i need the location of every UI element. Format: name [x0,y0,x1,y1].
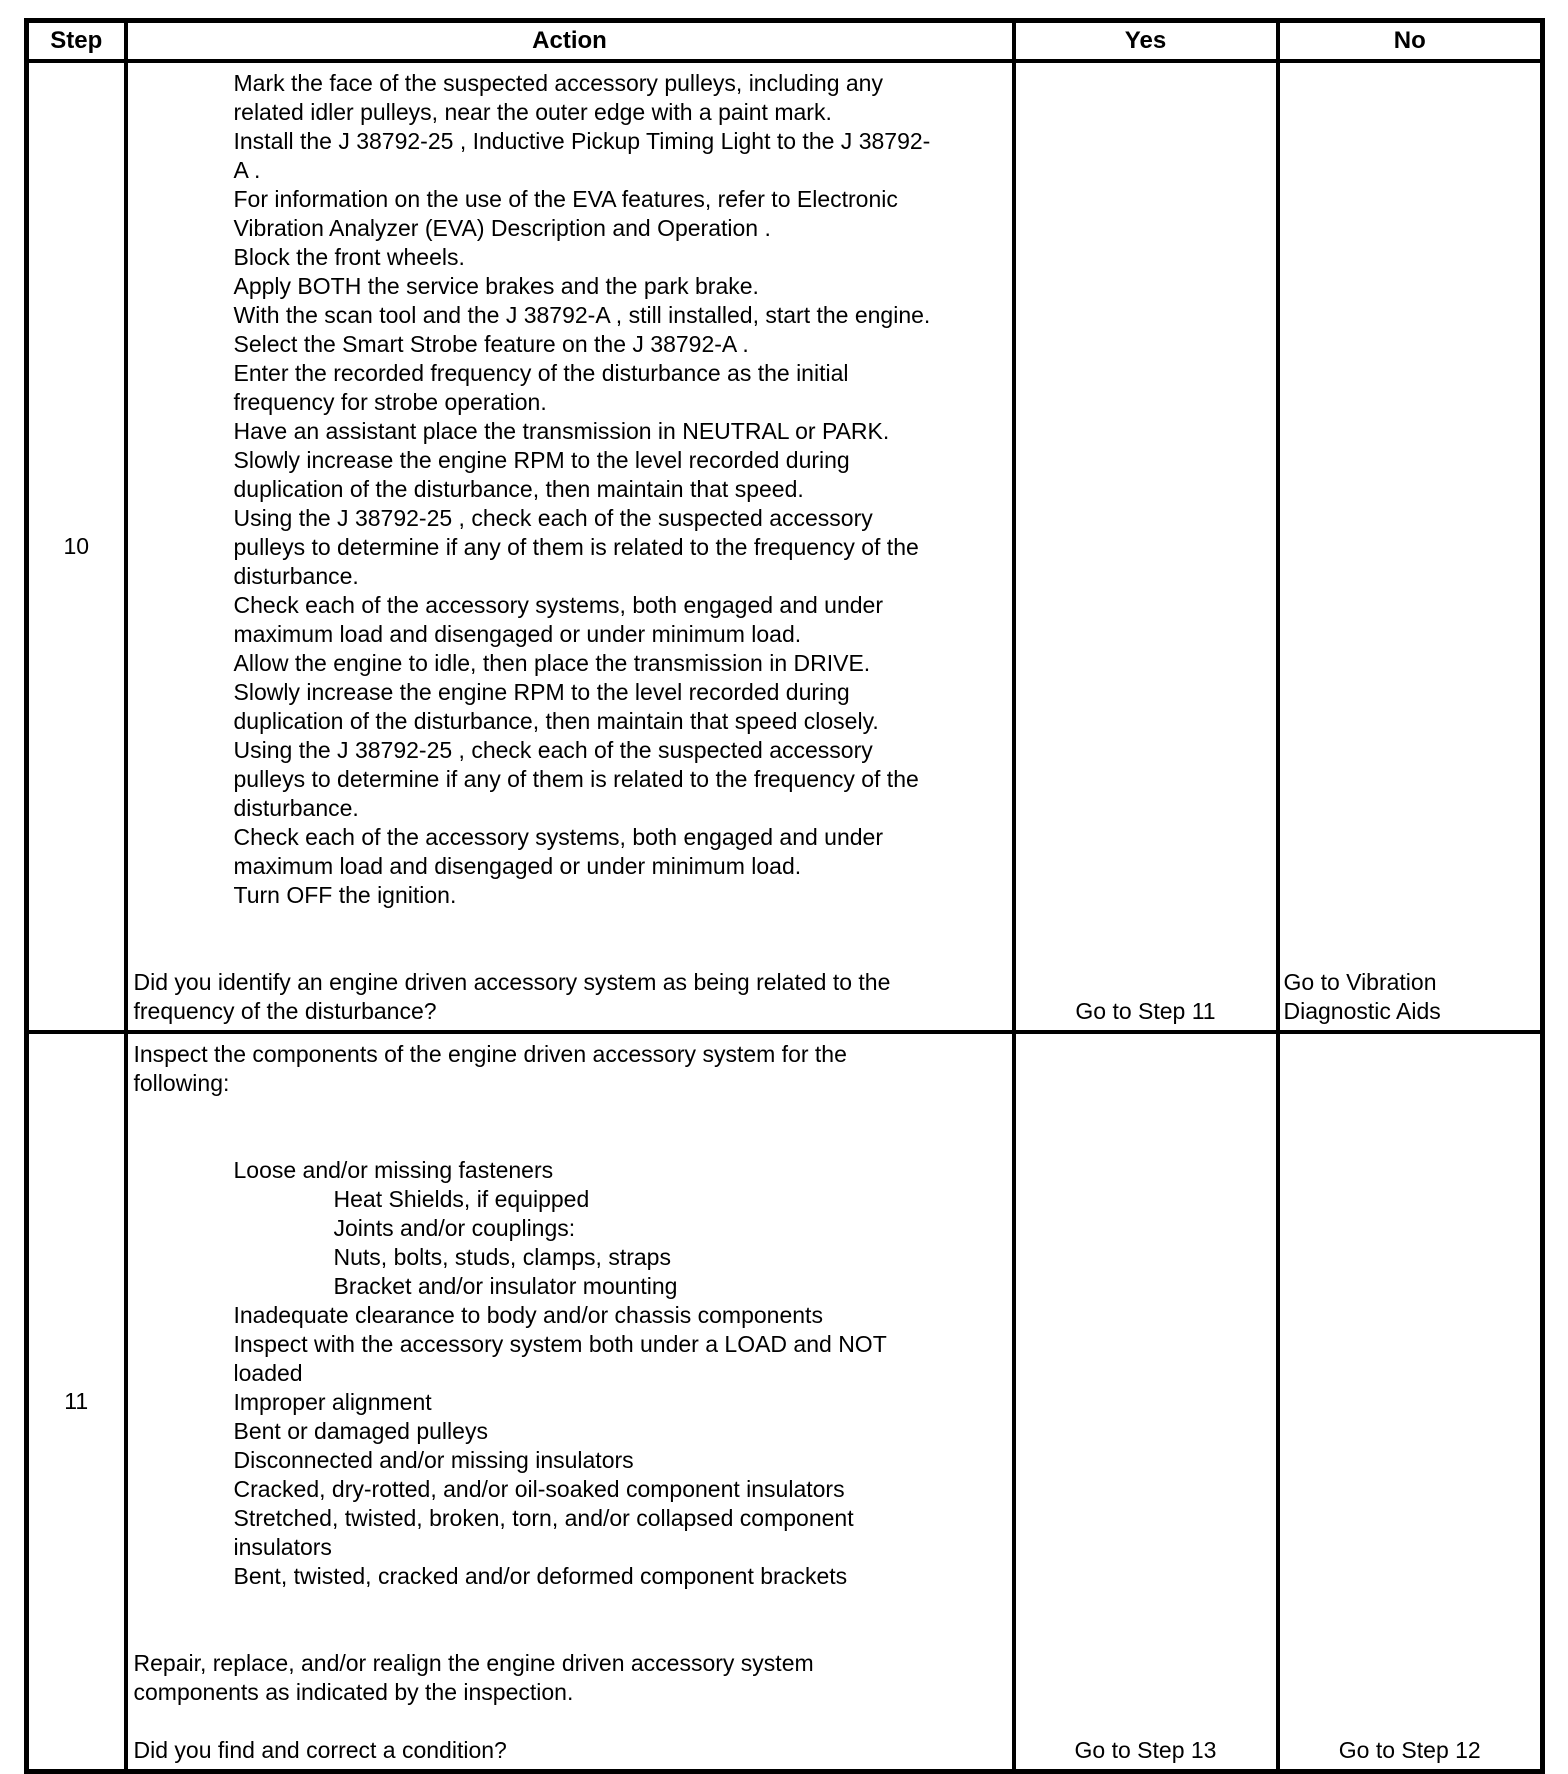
header-yes: Yes [1014,21,1278,62]
action-line: Install the J 38792-25 , Inductive Pickup Timing Light to the J 38792- [233,128,931,154]
inspection-list-continued [134,1301,1006,1591]
inspection-item: Stretched, twisted, broken, torn, and/or collapsed component [233,1505,854,1531]
inspection-subitem: Nuts, bolts, studs, clamps, straps [333,1244,671,1270]
inspection-subitem: Joints and/or couplings: [333,1215,576,1241]
action-line: related idler pulleys, near the outer edge with a paint mark. [233,99,832,125]
action-line: Slowly increase the engine RPM to the level recorded during [233,447,850,473]
inspection-item: Disconnected and/or missing insulators [233,1447,634,1473]
inspection-item: Improper alignment [233,1389,432,1415]
inspection-sublist [134,1185,1006,1301]
action-line: duplication of the disturbance, then maintain that speed closely. [233,708,879,734]
table-row-step-10 [27,61,1543,1032]
action-line: Enter the recorded frequency of the disturbance as the initial [233,360,849,386]
action-line: Turn OFF the ignition. [233,882,457,908]
inspection-subitem: Heat Shields, if equipped [333,1186,590,1212]
action-line: Select the Smart Strobe feature on the J 38792-A . [233,331,749,357]
action-line: Slowly increase the engine RPM to the level recorded during [233,679,850,705]
diagnostic-table [24,18,1545,1774]
action-line: Allow the engine to idle, then place the transmission in DRIVE. [233,650,871,676]
inspection-list [134,1156,1006,1185]
action-line: disturbance. [233,795,359,821]
no-result-line: Diagnostic Aids [1283,998,1441,1024]
header-no: No [1278,21,1543,62]
action-line: Have an assistant place the transmission in NEUTRAL or PARK. [233,418,890,444]
action-line: duplication of the disturbance, then maintain that speed. [233,476,804,502]
question-text [134,968,1006,1026]
yes-result: Go to Step 11 [1014,61,1278,1032]
no-result: Go to Step 12 [1278,1032,1543,1772]
inspection-item: insulators [233,1534,332,1560]
no-result [1278,61,1543,1032]
inspection-item: Cracked, dry-rotted, and/or oil-soaked component insulators [233,1476,845,1502]
inspection-subitem: Bracket and/or insulator mounting [333,1273,678,1299]
step-number: 11 [27,1032,126,1772]
no-result-line: Go to Vibration [1283,969,1437,995]
action-steps-list [134,69,1006,910]
intro-line: Inspect the components of the engine driven accessory system for the [133,1041,847,1067]
action-line: maximum load and disengaged or under minimum load. [233,853,802,879]
action-cell [126,61,1014,1032]
header-action: Action [126,21,1014,62]
repair-line: components as indicated by the inspection. [133,1679,574,1705]
action-line: Using the J 38792-25 , check each of the suspected accessory [233,505,873,531]
repair-line: Repair, replace, and/or realign the engine driven accessory system [133,1650,814,1676]
action-line: pulleys to determine if any of them is related to the frequency of the [233,534,919,560]
action-line: Block the front wheels. [233,244,465,270]
inspection-item: Inadequate clearance to body and/or chassis components [233,1302,823,1328]
question-text [134,1736,1006,1765]
intro-line: following: [133,1070,230,1096]
action-line: For information on the use of the EVA features, refer to Electronic [233,186,898,212]
action-line: Check each of the accessory systems, both engaged and under [233,824,884,850]
action-line: Check each of the accessory systems, both engaged and under [233,592,884,618]
action-line: Vibration Analyzer (EVA) Description and Operation . [233,215,771,241]
question-line: Did you identify an engine driven accessory system as being related to the [133,969,891,995]
inspection-item: Inspect with the accessory system both under a LOAD and NOT [233,1331,887,1357]
header-step: Step [27,21,126,62]
inspection-item: Bent or damaged pulleys [233,1418,488,1444]
action-line: Mark the face of the suspected accessory pulleys, including any [233,70,883,96]
action-line: frequency for strobe operation. [233,389,547,415]
inspection-item: Loose and/or missing fasteners [233,1157,554,1183]
action-line: disturbance. [233,563,359,589]
yes-result: Go to Step 13 [1014,1032,1278,1772]
action-line: A . [233,157,261,183]
action-line: pulleys to determine if any of them is related to the frequency of the [233,766,919,792]
repair-text [134,1649,1006,1707]
table-row-step-11 [27,1032,1543,1772]
inspection-item: loaded [233,1360,303,1386]
step-number: 10 [27,61,126,1032]
action-line: With the scan tool and the J 38792-A , still installed, start the engine. [233,302,931,328]
inspection-item: Bent, twisted, cracked and/or deformed component brackets [233,1563,848,1589]
action-line: Apply BOTH the service brakes and the park brake. [233,273,759,299]
table-header-row [27,21,1543,62]
action-line: maximum load and disengaged or under minimum load. [233,621,802,647]
action-cell [126,1032,1014,1772]
action-line: Using the J 38792-25 , check each of the suspected accessory [233,737,873,763]
inspect-intro [134,1040,1006,1098]
question-line: Did you find and correct a condition? [133,1737,507,1763]
question-line: frequency of the disturbance? [133,998,437,1024]
